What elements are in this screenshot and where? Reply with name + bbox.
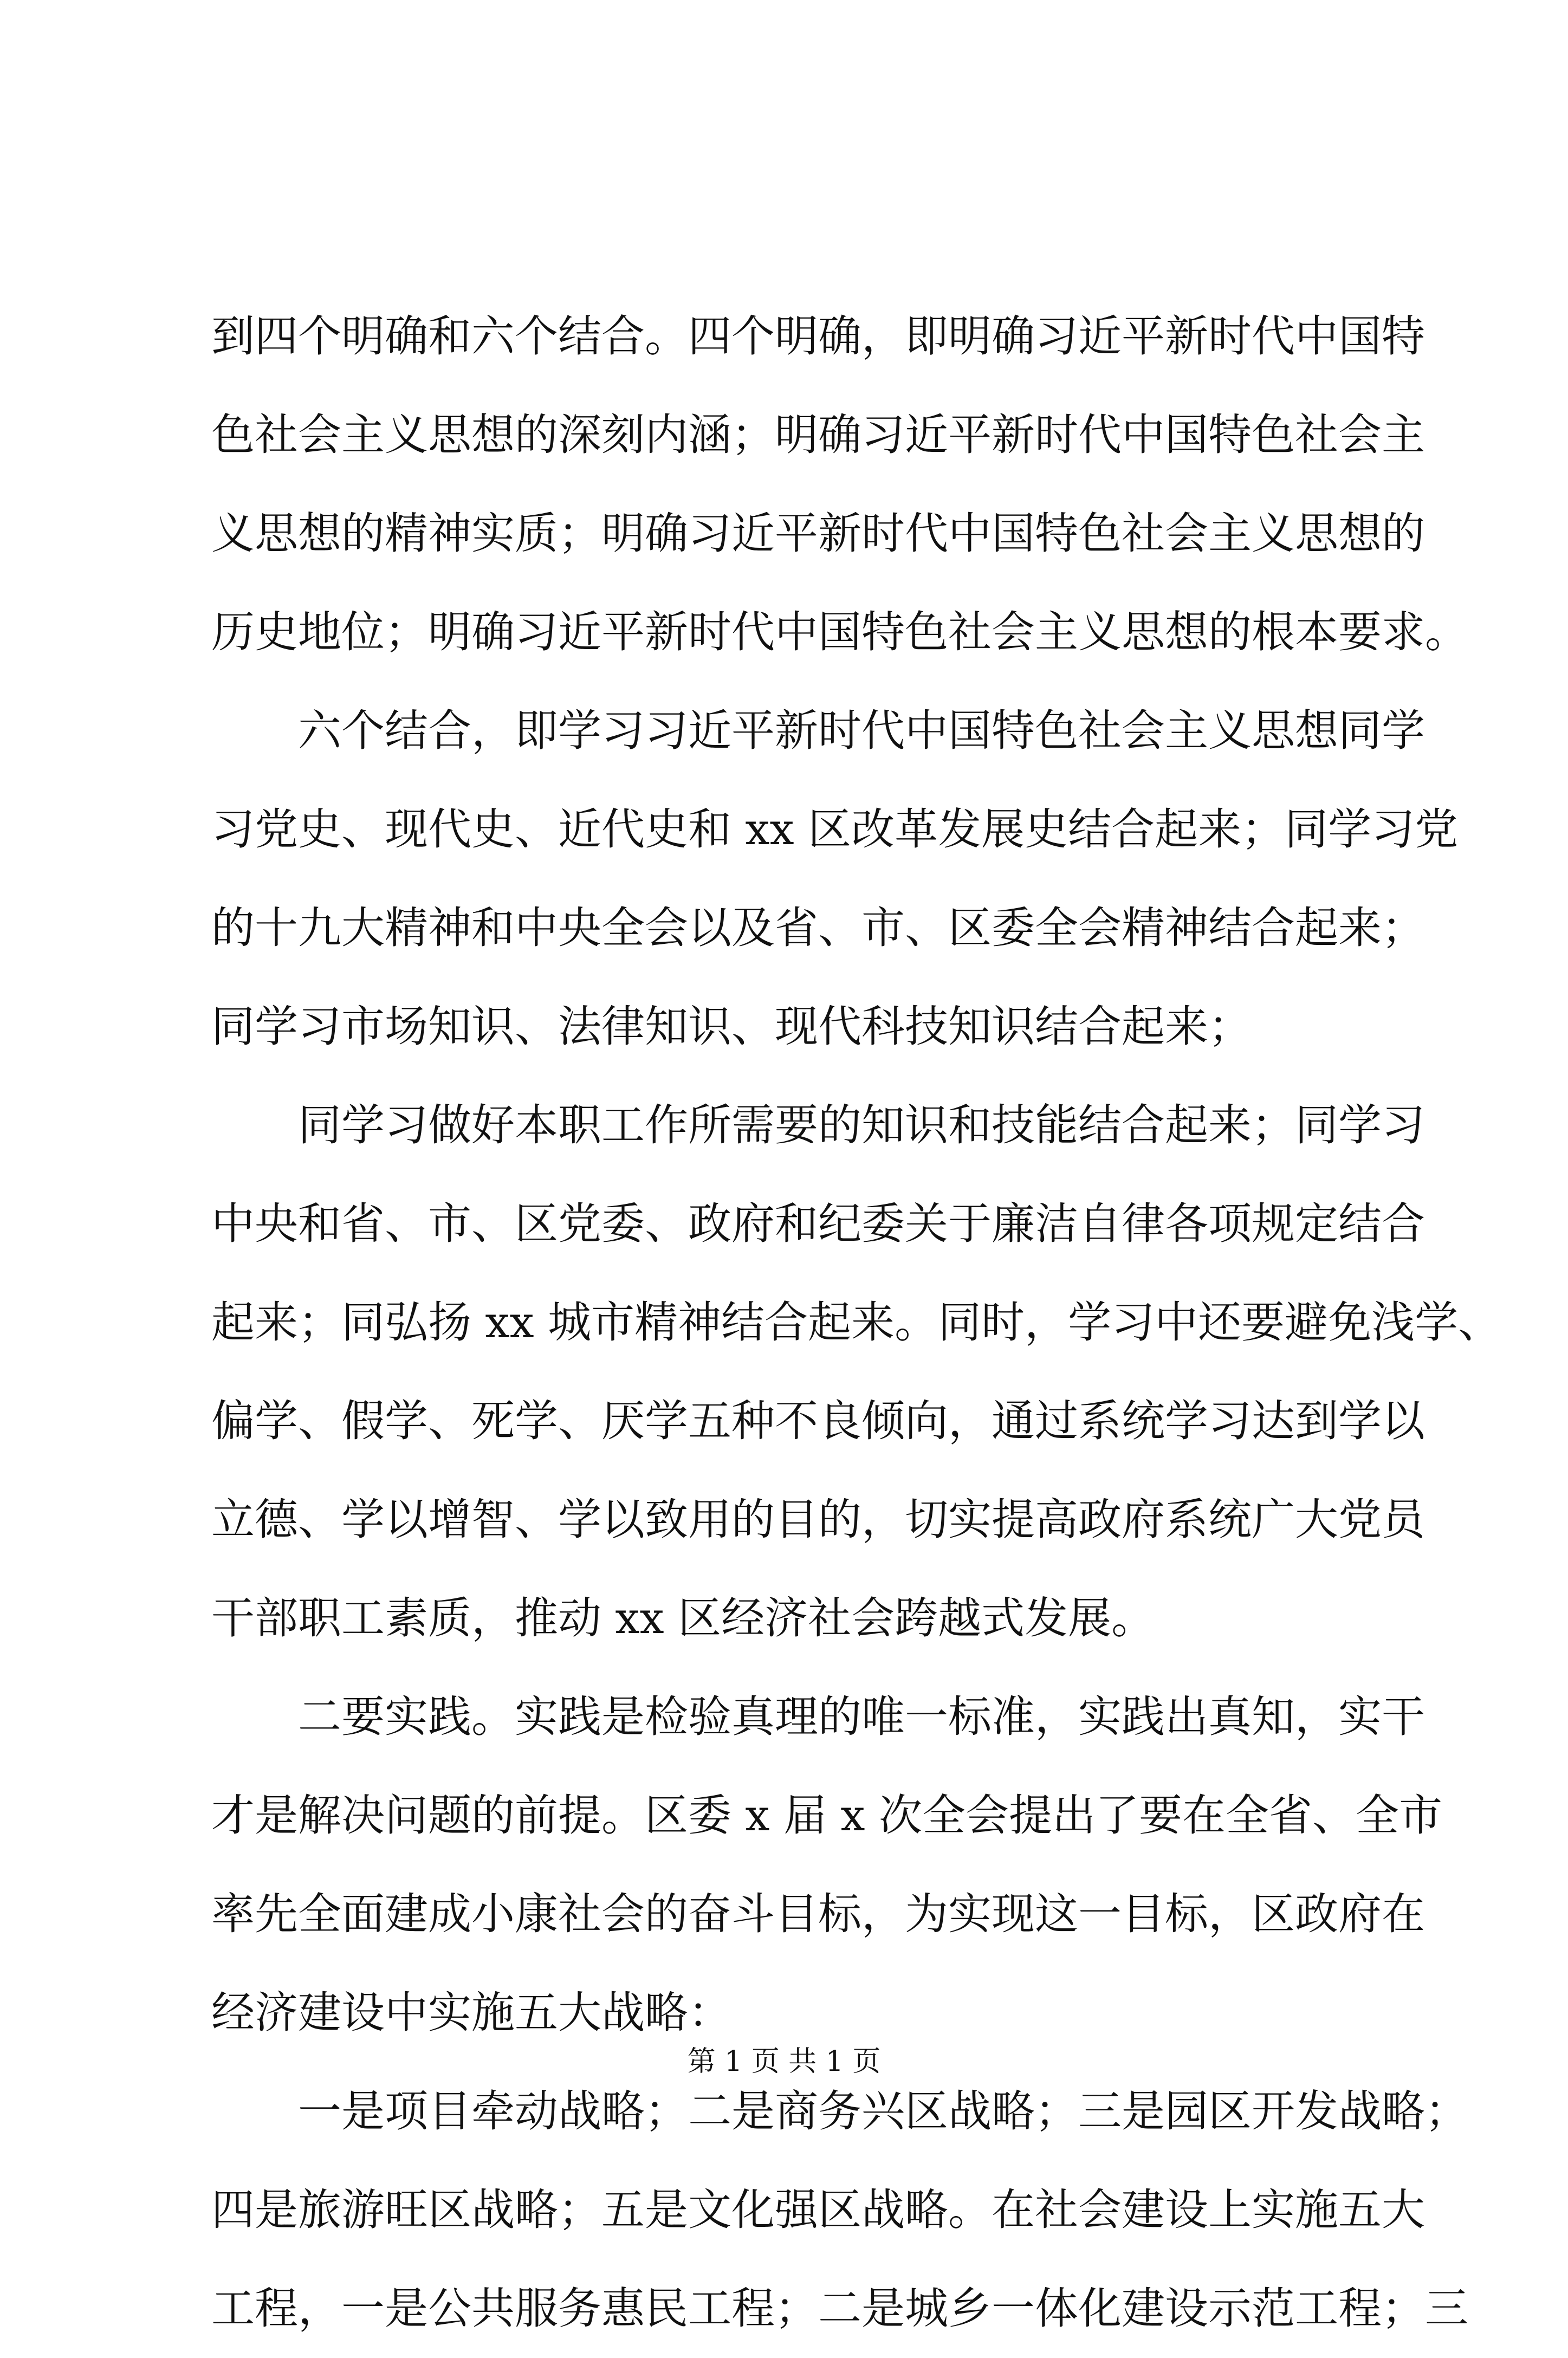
paragraph-first-line: 一是项目牵动战略；二是商务兴区战略；三是园区开发战略； bbox=[298, 2086, 1468, 2136]
page-footer bbox=[0, 2043, 1568, 2081]
text-line: 才是解决问题的前提。区委 x 届 x 次全会提出了要在全省、全市 bbox=[211, 1790, 1442, 1841]
text-line: 习党史、现代史、近代史和 xx 区改革发展史结合起来；同学习党 bbox=[211, 804, 1459, 854]
text-line: 中央和省、市、区党委、政府和纪委关于廉洁自律各项规定结合 bbox=[211, 1199, 1425, 1249]
text-line: 历史地位；明确习近平新时代中国特色社会主义思想的根本要求。 bbox=[211, 607, 1468, 657]
text-line: 色社会主义思想的深刻内涵；明确习近平新时代中国特色社会主 bbox=[211, 410, 1425, 460]
text-line: 起来；同弘扬 xx 城市精神结合起来。同时，学习中还要避免浅学、 bbox=[211, 1297, 1502, 1348]
paragraph-first-line: 六个结合，即学习习近平新时代中国特色社会主义思想同学 bbox=[298, 705, 1425, 756]
text-line: 到四个明确和六个结合。四个明确，即明确习近平新时代中国特 bbox=[211, 311, 1425, 361]
paragraph-first-line: 二要实践。实践是检验真理的唯一标准，实践出真知，实干 bbox=[298, 1692, 1425, 1742]
text-line: 义思想的精神实质；明确习近平新时代中国特色社会主义思想的 bbox=[211, 508, 1425, 559]
text-line: 立德、学以增智、学以致用的目的，切实提高政府系统广大党员 bbox=[211, 1494, 1425, 1545]
text-line: 经济建设中实施五大战略： bbox=[211, 1987, 731, 2038]
text-line: 四是旅游旺区战略；五是文化强区战略。在社会建设上实施五大 bbox=[211, 2185, 1425, 2235]
text-line: 同学习市场知识、法律知识、现代科技知识结合起来； bbox=[211, 1001, 1252, 1052]
text-line: 率先全面建成小康社会的奋斗目标，为实现这一目标，区政府在 bbox=[211, 1889, 1425, 1939]
text-line: 工程，一是公共服务惠民工程；二是城乡一体化建设示范工程；三 bbox=[211, 2283, 1468, 2334]
text-line: 的十九大精神和中央全会以及省、市、区委全会精神结合起来； bbox=[211, 903, 1425, 953]
paragraph-first-line: 同学习做好本职工作所需要的知识和技能结合起来；同学习 bbox=[298, 1100, 1425, 1150]
text-line: 干部职工素质，推动 xx 区经济社会跨越式发展。 bbox=[211, 1593, 1155, 1643]
page-number-label: 第 1 页 共 1 页 bbox=[687, 2045, 881, 2078]
text-line: 偏学、假学、死学、厌学五种不良倾向，通过系统学习达到学以 bbox=[211, 1396, 1425, 1446]
